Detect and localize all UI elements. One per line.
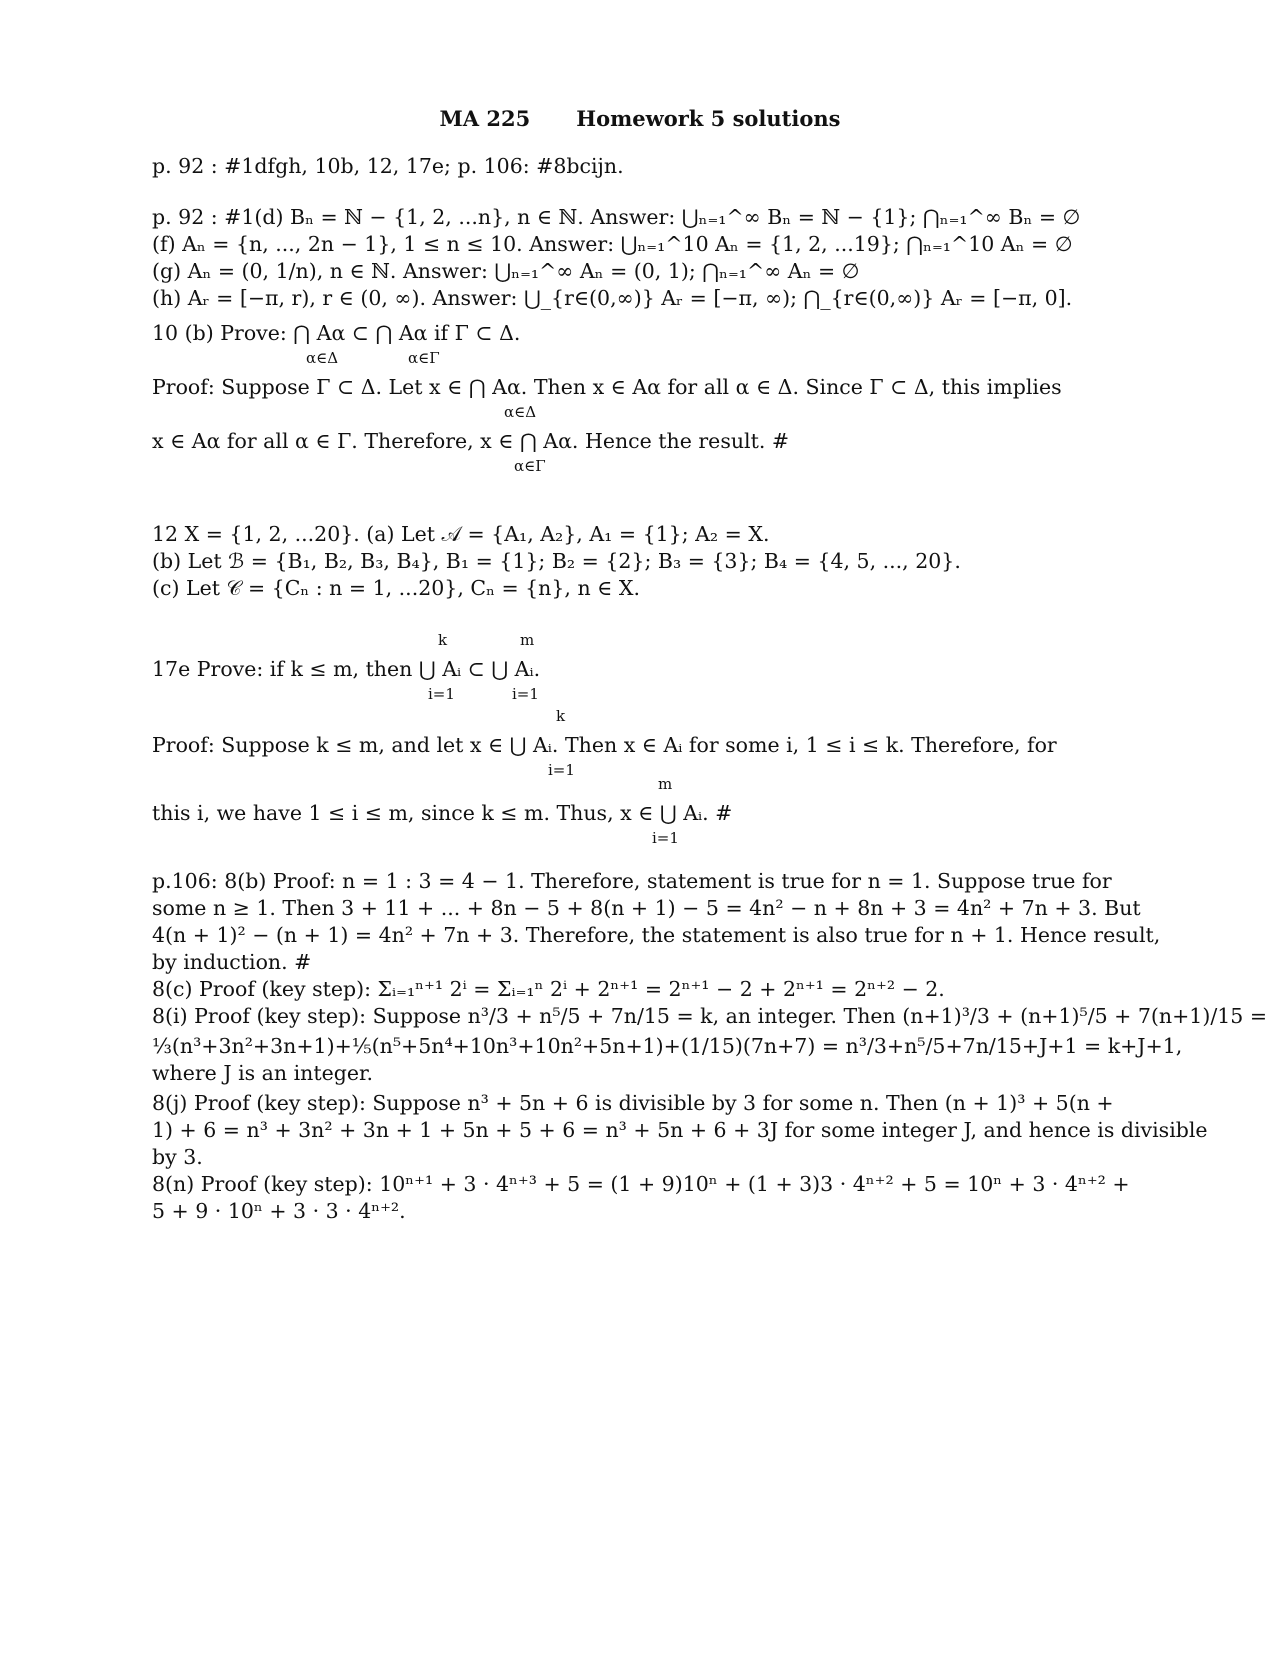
problem-10b-statement: 10 (b) Prove: ⋂ Aα ⊂ ⋂ Aα if Γ ⊂ Δ. bbox=[152, 321, 521, 345]
problem-17e-proof-line-2: this i, we have 1 ≤ i ≤ m, since k ≤ m. Thus, x ∈ ⋃ Aᵢ. # bbox=[152, 801, 733, 825]
problem-8j-line-1: 8(j) Proof (key step): Suppose n³ + 5n + 6 is divisible by 3 for some n. Then (n + 1)³ + 5(n + bbox=[152, 1091, 1114, 1115]
course-code: MA 225 bbox=[439, 106, 531, 131]
problem-12a: 12 X = {1, 2, ...20}. (a) Let 𝒜 = {A₁, A₂}, A₁ = {1}; A₂ = X. bbox=[152, 522, 770, 546]
superscript: m bbox=[658, 775, 673, 793]
subscript: i=1 bbox=[512, 685, 539, 703]
problem-8i-line-1: 8(i) Proof (key step): Suppose n³/3 + n⁵/5 + 7n/15 = k, an integer. Then (n+1)³/3 + (n+1)⁵/5 + 7(n+1)/15 = bbox=[152, 1004, 1268, 1028]
problem-8c: 8(c) Proof (key step): Σᵢ₌₁ⁿ⁺¹ 2ⁱ = Σᵢ₌₁ⁿ 2ⁱ + 2ⁿ⁺¹ = 2ⁿ⁺¹ − 2 + 2ⁿ⁺¹ = 2ⁿ⁺² − 2. bbox=[152, 977, 945, 1001]
problem-8j-line-3: by 3. bbox=[152, 1145, 203, 1169]
problem-8j-line-2: 1) + 6 = n³ + 3n² + 3n + 1 + 5n + 5 + 6 = n³ + 5n + 6 + 3J for some integer J, and hence is divisible bbox=[152, 1118, 1208, 1142]
problem-8i-line-2: ⅓(n³+3n²+3n+1)+⅕(n⁵+5n⁴+10n³+10n²+5n+1)+(1/15)(7n+7) = n³/3+n⁵/5+7n/15+J+1 = k+J+1, bbox=[152, 1034, 1183, 1058]
problem-8b-line-4: by induction. # bbox=[152, 950, 312, 974]
subscript: α∈Δ bbox=[306, 349, 339, 367]
problem-1f: (f) Aₙ = {n, ..., 2n − 1}, 1 ≤ n ≤ 10. Answer: ⋃ₙ₌₁^10 Aₙ = {1, 2, ...19}; ⋂ₙ₌₁^10 Aₙ = ∅ bbox=[152, 232, 1073, 256]
assignment-line: p. 92 : #1dfgh, 10b, 12, 17e; p. 106: #8bcijn. bbox=[152, 154, 624, 178]
subscript: i=1 bbox=[428, 685, 455, 703]
problem-1d: p. 92 : #1(d) Bₙ = ℕ − {1, 2, ...n}, n ∈ ℕ. Answer: ⋃ₙ₌₁^∞ Bₙ = ℕ − {1}; ⋂ₙ₌₁^∞ Bₙ = ∅ bbox=[152, 205, 1081, 229]
page-title bbox=[0, 106, 1280, 132]
problem-8b-line-1: p.106: 8(b) Proof: n = 1 : 3 = 4 − 1. Therefore, statement is true for n = 1. Suppose true for bbox=[152, 869, 1112, 893]
document-title: Homework 5 solutions bbox=[576, 106, 841, 131]
superscript: k bbox=[556, 707, 566, 725]
problem-8i-line-3: where J is an integer. bbox=[152, 1061, 374, 1085]
problem-8b-line-3: 4(n + 1)² − (n + 1) = 4n² + 7n + 3. Therefore, the statement is also true for n + 1. Hence result, bbox=[152, 923, 1161, 947]
problem-17e-proof2-subscript bbox=[0, 830, 1280, 858]
problem-10b-proof-line-1: Proof: Suppose Γ ⊂ Δ. Let x ∈ ⋂ Aα. Then x ∈ Aα for all α ∈ Δ. Since Γ ⊂ Δ, this implies bbox=[152, 375, 1062, 399]
problem-8b-line-2: some n ≥ 1. Then 3 + 11 + ... + 8n − 5 + 8(n + 1) − 5 = 4n² − n + 8n + 3 = 4n² + 7n + 3. But bbox=[152, 896, 1141, 920]
problem-10b-proof-line-2: x ∈ Aα for all α ∈ Γ. Therefore, x ∈ ⋂ Aα. Hence the result. # bbox=[152, 429, 790, 453]
subscript: α∈Γ bbox=[514, 457, 546, 475]
superscript: m bbox=[520, 631, 535, 649]
problem-8n-line-1: 8(n) Proof (key step): 10ⁿ⁺¹ + 3 · 4ⁿ⁺³ + 5 = (1 + 9)10ⁿ + (1 + 3)3 · 4ⁿ⁺² + 5 = 10ⁿ + 3 · 4ⁿ⁺² + bbox=[152, 1172, 1130, 1196]
problem-17e-statement: 17e Prove: if k ≤ m, then ⋃ Aᵢ ⊂ ⋃ Aᵢ. bbox=[152, 657, 541, 681]
superscript: k bbox=[438, 631, 448, 649]
problem-12b: (b) Let ℬ = {B₁, B₂, B₃, B₄}, B₁ = {1}; B₂ = {2}; B₃ = {3}; B₄ = {4, 5, ..., 20}. bbox=[152, 549, 961, 573]
subscript: i=1 bbox=[652, 829, 679, 847]
subscript: i=1 bbox=[548, 761, 575, 779]
problem-12c: (c) Let 𝒞 = {Cₙ : n = 1, ...20}, Cₙ = {n}, n ∈ X. bbox=[152, 576, 640, 600]
subscript: α∈Γ bbox=[408, 349, 440, 367]
problem-1g: (g) Aₙ = (0, 1/n), n ∈ ℕ. Answer: ⋃ₙ₌₁^∞ Aₙ = (0, 1); ⋂ₙ₌₁^∞ Aₙ = ∅ bbox=[152, 259, 860, 283]
problem-10b-proof2-subscript bbox=[0, 458, 1280, 486]
problem-17e-proof-line-1: Proof: Suppose k ≤ m, and let x ∈ ⋃ Aᵢ. Then x ∈ Aᵢ for some i, 1 ≤ i ≤ k. Therefore, for bbox=[152, 733, 1057, 757]
problem-1h: (h) Aᵣ = [−π, r), r ∈ (0, ∞). Answer: ⋃_{r∈(0,∞)} Aᵣ = [−π, ∞); ⋂_{r∈(0,∞)} Aᵣ = [−π, 0]. bbox=[152, 286, 1073, 310]
problem-8n-line-2: 5 + 9 · 10ⁿ + 3 · 3 · 4ⁿ⁺². bbox=[152, 1199, 406, 1223]
subscript: α∈Δ bbox=[504, 403, 537, 421]
